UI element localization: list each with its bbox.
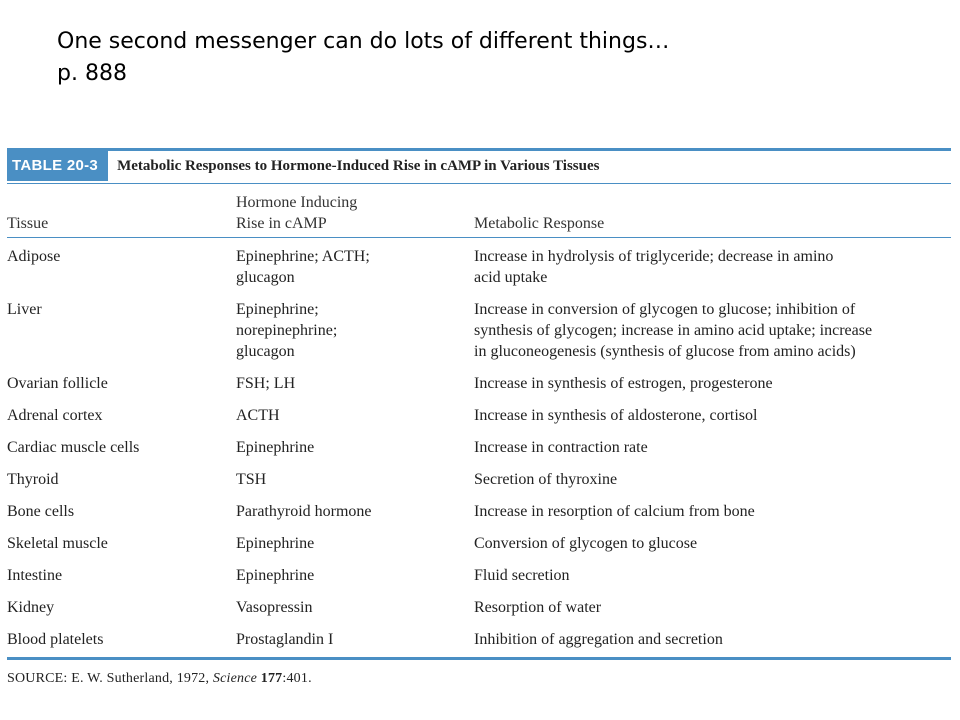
cell-tissue: Thyroid (7, 471, 59, 488)
heading-line-2: p. 888 (57, 61, 127, 86)
column-header-hormone: Hormone Inducing Rise in cAMP (236, 194, 358, 232)
table-row (7, 437, 951, 458)
cell-response: Conversion of glycogen to glucose (474, 535, 698, 552)
table-caption-row (7, 151, 951, 181)
source-journal: Science (212, 671, 258, 686)
table-row (7, 373, 951, 394)
cell-hormone: TSH (236, 471, 267, 488)
cell-response: Increase in synthesis of aldosterone, cortisol (474, 407, 758, 424)
cell-response: Increase in synthesis of estrogen, progesterone (474, 375, 773, 392)
table-row (7, 299, 951, 362)
cell-hormone: Parathyroid hormone (236, 503, 372, 520)
source-pages: :401. (282, 671, 312, 686)
cell-tissue: Ovarian follicle (7, 375, 108, 392)
cell-hormone: Epinephrine; norepinephrine; glucagon (236, 301, 338, 360)
source-prefix: SOURCE: E. W. Sutherland, 1972, (7, 671, 213, 686)
table-row (7, 533, 951, 554)
cell-hormone: ACTH (236, 407, 280, 424)
cell-tissue: Intestine (7, 567, 63, 584)
cell-response: Increase in hydrolysis of triglyceride; decrease in amino acid uptake (474, 248, 834, 286)
table-caption: Metabolic Responses to Hormone-Induced Rise in cAMP in Various Tissues (117, 157, 600, 174)
table-row (7, 501, 951, 522)
cell-tissue: Liver (7, 301, 42, 318)
cell-hormone: Prostaglandin I (236, 631, 334, 648)
cell-hormone: Vasopressin (236, 599, 313, 616)
cell-tissue: Blood platelets (7, 631, 104, 648)
cell-hormone: Epinephrine; ACTH; glucagon (236, 248, 370, 286)
table-source-note (7, 671, 951, 687)
cell-response: Increase in contraction rate (474, 439, 648, 456)
hormone-table (7, 148, 951, 687)
cell-tissue: Adipose (7, 248, 61, 265)
cell-tissue: Adrenal cortex (7, 407, 103, 424)
slide-heading (57, 26, 669, 90)
cell-response: Increase in conversion of glycogen to glucose; inhibition of synthesis of glycogen; increase in amino acid uptake; increase in gluconeogenesis (synthesis of glucose from amino acids) (474, 301, 873, 360)
table-body (7, 238, 951, 650)
cell-hormone: Epinephrine (236, 439, 315, 456)
cell-hormone: Epinephrine (236, 535, 315, 552)
cell-hormone: FSH; LH (236, 375, 296, 392)
table-row (7, 246, 951, 288)
cell-hormone: Epinephrine (236, 567, 315, 584)
table-header-row (7, 184, 951, 237)
column-header-response: Metabolic Response (474, 215, 605, 232)
cell-tissue: Kidney (7, 599, 55, 616)
cell-tissue: Bone cells (7, 503, 75, 520)
table-row (7, 405, 951, 426)
heading-line-1: One second messenger can do lots of different things… (57, 29, 670, 54)
cell-tissue: Cardiac muscle cells (7, 439, 140, 456)
table-bottom-rule (7, 657, 951, 660)
table-row (7, 629, 951, 650)
cell-response: Increase in resorption of calcium from bone (474, 503, 755, 520)
table-number-badge: TABLE 20-3 (7, 151, 108, 181)
table-row (7, 597, 951, 618)
cell-response: Inhibition of aggregation and secretion (474, 631, 723, 648)
source-volume: 177 (260, 671, 283, 686)
cell-response: Resorption of water (474, 599, 602, 616)
cell-response: Secretion of thyroxine (474, 471, 618, 488)
table-row (7, 469, 951, 490)
cell-tissue: Skeletal muscle (7, 535, 108, 552)
table-row (7, 565, 951, 586)
column-header-tissue: Tissue (7, 215, 49, 232)
cell-response: Fluid secretion (474, 567, 570, 584)
